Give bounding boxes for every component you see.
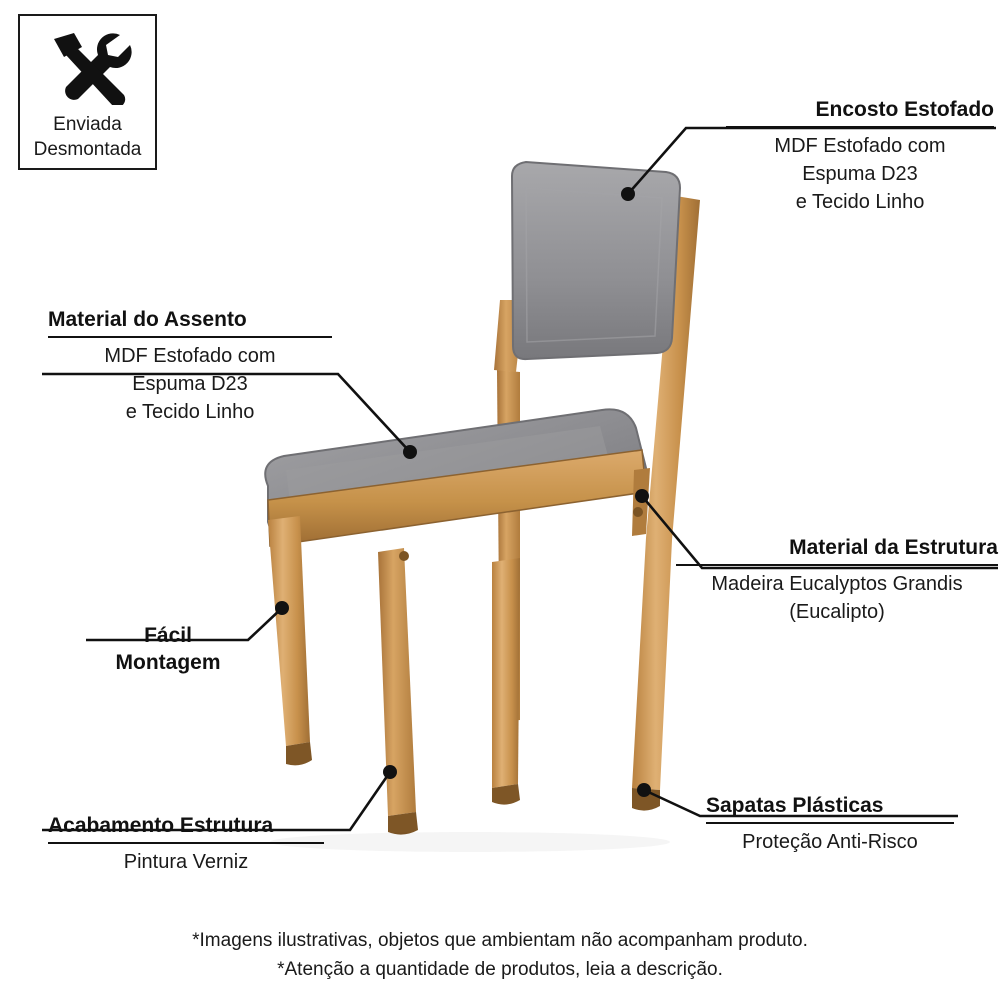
assembly-badge-line2: Desmontada [33, 139, 142, 160]
callout-title: Material da Estrutura [789, 536, 998, 559]
assembly-badge-text [20, 112, 155, 162]
callout-material-assento [48, 306, 332, 426]
callout-acabamento-estrutura [48, 812, 324, 876]
callout-title: Material do Assento [48, 308, 247, 331]
callout-rule [726, 126, 994, 128]
tools-hammer-wrench-icon [20, 24, 155, 110]
footer-notes [0, 926, 1000, 984]
callout-rule [676, 564, 998, 566]
callout-line-1: Madeira Eucalyptos Grandis [711, 573, 963, 595]
callout-rule [48, 336, 332, 338]
callout-encosto-estofado [726, 96, 994, 216]
callout-facil-montagem [88, 622, 248, 676]
callout-line-2: (Eucalipto) [789, 601, 885, 623]
assembly-badge-line1: Enviada [53, 114, 122, 135]
callout-line-3: e Tecido Linho [125, 401, 255, 423]
callout-title: Fácil [144, 624, 192, 647]
callout-line-2: Espuma D23 [132, 373, 248, 395]
callout-line-1: Montagem [115, 651, 221, 674]
assembly-badge [18, 14, 157, 170]
callout-title: Encosto Estofado [815, 98, 994, 121]
callout-line-3: e Tecido Linho [795, 191, 925, 213]
callout-line-1: MDF Estofado com [104, 345, 276, 367]
callout-line-2: Espuma D23 [802, 163, 918, 185]
callout-line-1: Pintura Verniz [123, 851, 249, 873]
callout-line-1: MDF Estofado com [774, 135, 946, 157]
callout-rule [48, 842, 324, 844]
callout-sapatas-plasticas [706, 792, 954, 856]
footer-note-2: *Atenção a quantidade de produtos, leia a descrição. [277, 959, 723, 980]
callout-line-1: Proteção Anti-Risco [742, 831, 918, 853]
callout-title: Acabamento Estrutura [48, 814, 274, 837]
callout-rule [706, 822, 954, 824]
footer-note-1: *Imagens ilustrativas, objetos que ambientam não acompanham produto. [192, 930, 808, 951]
callout-material-estrutura [676, 534, 998, 626]
callout-title: Sapatas Plásticas [706, 794, 884, 817]
